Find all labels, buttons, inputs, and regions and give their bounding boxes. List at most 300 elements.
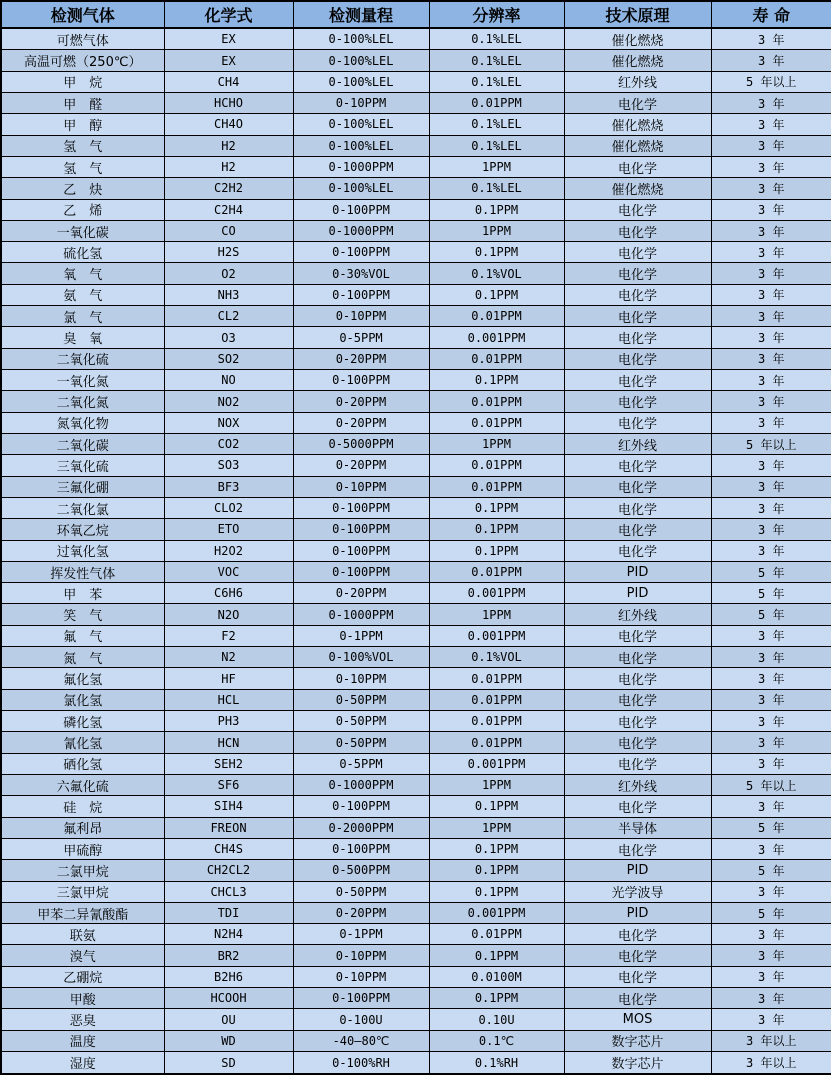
cell-formula: SIH4	[164, 796, 293, 817]
cell-formula: H2	[164, 135, 293, 156]
cell-formula: EX	[164, 28, 293, 50]
cell-resolution: 0.1PPM	[429, 519, 564, 540]
table-row	[1, 689, 831, 710]
cell-gas: 甲酸	[1, 988, 164, 1009]
cell-lifespan: 3 年	[711, 114, 831, 135]
table-row	[1, 242, 831, 263]
cell-range: 0-5000PPM	[293, 433, 429, 454]
cell-resolution: 0.1PPM	[429, 945, 564, 966]
cell-gas: 三氧化硫	[1, 455, 164, 476]
cell-resolution: 0.01PPM	[429, 711, 564, 732]
table-row	[1, 220, 831, 241]
cell-principle: 电化学	[564, 796, 711, 817]
cell-lifespan: 3 年	[711, 732, 831, 753]
cell-formula: SF6	[164, 774, 293, 795]
cell-principle: 催化燃烧	[564, 50, 711, 71]
cell-lifespan: 3 年	[711, 28, 831, 50]
cell-lifespan: 3 年	[711, 306, 831, 327]
table-row	[1, 348, 831, 369]
cell-principle: 电化学	[564, 306, 711, 327]
cell-gas: 氮氧化物	[1, 412, 164, 433]
cell-resolution: 0.1PPM	[429, 860, 564, 881]
cell-principle: 电化学	[564, 838, 711, 859]
cell-lifespan: 5 年以上	[711, 71, 831, 92]
cell-range: 0-10PPM	[293, 945, 429, 966]
table-row	[1, 391, 831, 412]
cell-principle: 电化学	[564, 625, 711, 646]
cell-principle: 半导体	[564, 817, 711, 838]
cell-lifespan: 3 年	[711, 284, 831, 305]
cell-resolution: 0.001PPM	[429, 902, 564, 923]
cell-lifespan: 3 年	[711, 391, 831, 412]
cell-resolution: 0.1PPM	[429, 199, 564, 220]
cell-lifespan: 3 年	[711, 881, 831, 902]
cell-formula: HCN	[164, 732, 293, 753]
cell-lifespan: 5 年	[711, 561, 831, 582]
cell-lifespan: 3 年以上	[711, 1052, 831, 1074]
table-row	[1, 135, 831, 156]
cell-lifespan: 3 年	[711, 1009, 831, 1030]
cell-range: 0-100%LEL	[293, 50, 429, 71]
cell-formula: SO2	[164, 348, 293, 369]
cell-lifespan: 5 年	[711, 902, 831, 923]
cell-formula: FREON	[164, 817, 293, 838]
cell-principle: 电化学	[564, 412, 711, 433]
cell-lifespan: 3 年	[711, 412, 831, 433]
cell-principle: 电化学	[564, 540, 711, 561]
cell-formula: CH4S	[164, 838, 293, 859]
column-header-lifespan: 寿 命	[711, 1, 831, 28]
cell-resolution: 0.01PPM	[429, 732, 564, 753]
cell-gas: 一氧化碳	[1, 220, 164, 241]
cell-gas: 三氯甲烷	[1, 881, 164, 902]
cell-formula: C2H2	[164, 178, 293, 199]
cell-lifespan: 3 年	[711, 92, 831, 113]
header-row	[1, 1, 831, 28]
cell-resolution: 1PPM	[429, 433, 564, 454]
cell-gas: 甲苯二异氰酸酯	[1, 902, 164, 923]
cell-principle: PID	[564, 860, 711, 881]
cell-gas: 环氧乙烷	[1, 519, 164, 540]
cell-lifespan: 3 年	[711, 156, 831, 177]
table-row	[1, 881, 831, 902]
cell-gas: 二氧化氯	[1, 497, 164, 518]
table-row	[1, 476, 831, 497]
table-row	[1, 263, 831, 284]
cell-range: 0-50PPM	[293, 732, 429, 753]
cell-lifespan: 5 年	[711, 817, 831, 838]
cell-gas: 氯化氢	[1, 689, 164, 710]
cell-range: 0-100%LEL	[293, 178, 429, 199]
cell-principle: 电化学	[564, 945, 711, 966]
cell-formula: N2H4	[164, 924, 293, 945]
cell-gas: 乙 烯	[1, 199, 164, 220]
cell-principle: 数字芯片	[564, 1052, 711, 1074]
cell-gas: 氰化氢	[1, 732, 164, 753]
cell-resolution: 0.001PPM	[429, 753, 564, 774]
cell-resolution: 0.1%LEL	[429, 71, 564, 92]
cell-range: 0-100PPM	[293, 838, 429, 859]
cell-gas: 二氧化硫	[1, 348, 164, 369]
cell-formula: CH4O	[164, 114, 293, 135]
cell-principle: 电化学	[564, 497, 711, 518]
cell-resolution: 0.1%VOL	[429, 647, 564, 668]
cell-lifespan: 3 年	[711, 988, 831, 1009]
cell-principle: 电化学	[564, 988, 711, 1009]
cell-resolution: 0.01PPM	[429, 561, 564, 582]
cell-resolution: 0.1%RH	[429, 1052, 564, 1074]
cell-gas: 二氧化碳	[1, 433, 164, 454]
table-row	[1, 966, 831, 987]
cell-formula: VOC	[164, 561, 293, 582]
cell-resolution: 0.01PPM	[429, 412, 564, 433]
cell-lifespan: 3 年	[711, 348, 831, 369]
cell-formula: H2	[164, 156, 293, 177]
cell-formula: BF3	[164, 476, 293, 497]
cell-range: 0-2000PPM	[293, 817, 429, 838]
cell-lifespan: 3 年	[711, 476, 831, 497]
cell-resolution: 0.1%LEL	[429, 114, 564, 135]
table-row	[1, 625, 831, 646]
cell-formula: ETO	[164, 519, 293, 540]
cell-range: 0-500PPM	[293, 860, 429, 881]
cell-gas: 氟 气	[1, 625, 164, 646]
table-row	[1, 284, 831, 305]
cell-principle: 电化学	[564, 668, 711, 689]
cell-gas: 挥发性气体	[1, 561, 164, 582]
cell-range: 0-100PPM	[293, 796, 429, 817]
table-row	[1, 817, 831, 838]
table-row	[1, 455, 831, 476]
cell-gas: 二氧化氮	[1, 391, 164, 412]
cell-gas: 氮 气	[1, 647, 164, 668]
cell-principle: 红外线	[564, 433, 711, 454]
cell-gas: 磷化氢	[1, 711, 164, 732]
cell-resolution: 0.1%VOL	[429, 263, 564, 284]
cell-range: 0-100PPM	[293, 497, 429, 518]
cell-formula: CO2	[164, 433, 293, 454]
cell-gas: 氟化氢	[1, 668, 164, 689]
table-row	[1, 1009, 831, 1030]
cell-resolution: 0.1℃	[429, 1030, 564, 1051]
cell-lifespan: 3 年	[711, 689, 831, 710]
cell-lifespan: 5 年	[711, 860, 831, 881]
cell-range: 0-20PPM	[293, 348, 429, 369]
cell-gas: 氯 气	[1, 306, 164, 327]
cell-lifespan: 3 年	[711, 625, 831, 646]
cell-range: 0-100%LEL	[293, 28, 429, 50]
cell-principle: 电化学	[564, 711, 711, 732]
cell-principle: 电化学	[564, 689, 711, 710]
cell-gas: 氧 气	[1, 263, 164, 284]
cell-range: 0-100PPM	[293, 284, 429, 305]
cell-resolution: 1PPM	[429, 220, 564, 241]
cell-range: 0-100%VOL	[293, 647, 429, 668]
table-row	[1, 433, 831, 454]
cell-principle: 电化学	[564, 263, 711, 284]
cell-principle: 电化学	[564, 92, 711, 113]
cell-principle: 催化燃烧	[564, 135, 711, 156]
cell-principle: 电化学	[564, 242, 711, 263]
cell-gas: 氢 气	[1, 156, 164, 177]
cell-range: 0-20PPM	[293, 412, 429, 433]
cell-gas: 甲 醇	[1, 114, 164, 135]
column-header-range: 检测量程	[293, 1, 429, 28]
table-row	[1, 796, 831, 817]
table-body	[1, 28, 831, 1074]
cell-gas: 恶臭	[1, 1009, 164, 1030]
table-row	[1, 838, 831, 859]
cell-principle: 电化学	[564, 476, 711, 497]
cell-lifespan: 5 年	[711, 604, 831, 625]
cell-range: 0-30%VOL	[293, 263, 429, 284]
cell-principle: 电化学	[564, 753, 711, 774]
cell-gas: 硒化氢	[1, 753, 164, 774]
cell-formula: CO	[164, 220, 293, 241]
cell-gas: 六氟化硫	[1, 774, 164, 795]
table-row	[1, 412, 831, 433]
cell-gas: 过氧化氢	[1, 540, 164, 561]
table-row	[1, 114, 831, 135]
cell-lifespan: 5 年	[711, 583, 831, 604]
table-row	[1, 732, 831, 753]
cell-formula: NO2	[164, 391, 293, 412]
cell-resolution: 0.1%LEL	[429, 135, 564, 156]
cell-lifespan: 3 年	[711, 220, 831, 241]
table-row	[1, 1030, 831, 1051]
cell-formula: NOX	[164, 412, 293, 433]
table-row	[1, 156, 831, 177]
cell-lifespan: 3 年	[711, 924, 831, 945]
cell-resolution: 0.01PPM	[429, 306, 564, 327]
cell-principle: PID	[564, 902, 711, 923]
cell-resolution: 0.1%LEL	[429, 178, 564, 199]
cell-formula: O3	[164, 327, 293, 348]
cell-principle: 催化燃烧	[564, 114, 711, 135]
cell-range: -40—80℃	[293, 1030, 429, 1051]
cell-formula: CL2	[164, 306, 293, 327]
cell-range: 0-20PPM	[293, 902, 429, 923]
cell-range: 0-20PPM	[293, 455, 429, 476]
cell-lifespan: 3 年	[711, 497, 831, 518]
cell-gas: 联氨	[1, 924, 164, 945]
cell-formula: C6H6	[164, 583, 293, 604]
table-row	[1, 668, 831, 689]
cell-principle: PID	[564, 583, 711, 604]
cell-formula: O2	[164, 263, 293, 284]
cell-lifespan: 3 年以上	[711, 1030, 831, 1051]
cell-principle: 电化学	[564, 327, 711, 348]
cell-principle: PID	[564, 561, 711, 582]
cell-range: 0-100PPM	[293, 561, 429, 582]
cell-range: 0-1000PPM	[293, 604, 429, 625]
cell-resolution: 0.10U	[429, 1009, 564, 1030]
cell-gas: 湿度	[1, 1052, 164, 1074]
cell-range: 0-10PPM	[293, 668, 429, 689]
table-row	[1, 753, 831, 774]
cell-formula: EX	[164, 50, 293, 71]
cell-gas: 温度	[1, 1030, 164, 1051]
cell-formula: HCOOH	[164, 988, 293, 1009]
cell-range: 0-100PPM	[293, 199, 429, 220]
cell-resolution: 0.1%LEL	[429, 50, 564, 71]
cell-lifespan: 3 年	[711, 370, 831, 391]
cell-gas: 甲 醛	[1, 92, 164, 113]
cell-principle: 电化学	[564, 348, 711, 369]
cell-principle: 电化学	[564, 519, 711, 540]
cell-range: 0-100PPM	[293, 242, 429, 263]
cell-formula: B2H6	[164, 966, 293, 987]
cell-gas: 臭 氧	[1, 327, 164, 348]
cell-lifespan: 3 年	[711, 199, 831, 220]
cell-principle: 红外线	[564, 774, 711, 795]
cell-formula: HCL	[164, 689, 293, 710]
column-header-principle: 技术原理	[564, 1, 711, 28]
table-row	[1, 370, 831, 391]
cell-gas: 甲 苯	[1, 583, 164, 604]
cell-principle: 红外线	[564, 71, 711, 92]
cell-resolution: 0.1PPM	[429, 497, 564, 518]
table-row	[1, 604, 831, 625]
cell-range: 0-100PPM	[293, 370, 429, 391]
cell-formula: SEH2	[164, 753, 293, 774]
cell-formula: N2O	[164, 604, 293, 625]
cell-resolution: 0.001PPM	[429, 583, 564, 604]
cell-formula: N2	[164, 647, 293, 668]
cell-principle: 电化学	[564, 966, 711, 987]
cell-resolution: 0.01PPM	[429, 689, 564, 710]
table-row	[1, 774, 831, 795]
cell-principle: 催化燃烧	[564, 28, 711, 50]
cell-range: 0-1PPM	[293, 625, 429, 646]
table-row	[1, 92, 831, 113]
cell-resolution: 0.001PPM	[429, 327, 564, 348]
cell-range: 0-100PPM	[293, 519, 429, 540]
cell-range: 0-1000PPM	[293, 220, 429, 241]
cell-formula: TDI	[164, 902, 293, 923]
cell-lifespan: 3 年	[711, 711, 831, 732]
cell-principle: 电化学	[564, 455, 711, 476]
cell-resolution: 1PPM	[429, 774, 564, 795]
cell-resolution: 0.0100M	[429, 966, 564, 987]
cell-resolution: 0.01PPM	[429, 391, 564, 412]
cell-range: 0-100%RH	[293, 1052, 429, 1074]
cell-range: 0-100%LEL	[293, 135, 429, 156]
cell-range: 0-1000PPM	[293, 156, 429, 177]
cell-range: 0-20PPM	[293, 391, 429, 412]
cell-resolution: 1PPM	[429, 604, 564, 625]
cell-formula: WD	[164, 1030, 293, 1051]
table-row	[1, 647, 831, 668]
cell-resolution: 0.01PPM	[429, 455, 564, 476]
cell-principle: 催化燃烧	[564, 178, 711, 199]
cell-gas: 乙 炔	[1, 178, 164, 199]
table-row	[1, 199, 831, 220]
cell-gas: 甲硫醇	[1, 838, 164, 859]
cell-lifespan: 5 年以上	[711, 774, 831, 795]
cell-formula: OU	[164, 1009, 293, 1030]
table-row	[1, 924, 831, 945]
cell-principle: 电化学	[564, 647, 711, 668]
table-row	[1, 50, 831, 71]
cell-gas: 硫化氢	[1, 242, 164, 263]
column-header-gas: 检测气体	[1, 1, 164, 28]
table-row	[1, 327, 831, 348]
cell-principle: 电化学	[564, 732, 711, 753]
cell-gas: 一氧化氮	[1, 370, 164, 391]
cell-formula: H2O2	[164, 540, 293, 561]
cell-resolution: 0.1PPM	[429, 988, 564, 1009]
cell-principle: 数字芯片	[564, 1030, 711, 1051]
cell-principle: 电化学	[564, 156, 711, 177]
cell-range: 0-5PPM	[293, 753, 429, 774]
cell-resolution: 0.1PPM	[429, 838, 564, 859]
cell-lifespan: 3 年	[711, 263, 831, 284]
cell-gas: 三氟化硼	[1, 476, 164, 497]
cell-principle: 光学波导	[564, 881, 711, 902]
table-row	[1, 860, 831, 881]
cell-lifespan: 3 年	[711, 178, 831, 199]
cell-range: 0-10PPM	[293, 476, 429, 497]
cell-range: 0-10PPM	[293, 966, 429, 987]
table-header	[1, 1, 831, 28]
cell-gas: 可燃气体	[1, 28, 164, 50]
cell-formula: SD	[164, 1052, 293, 1074]
cell-lifespan: 3 年	[711, 327, 831, 348]
cell-resolution: 0.01PPM	[429, 476, 564, 497]
cell-resolution: 0.1%LEL	[429, 28, 564, 50]
cell-range: 0-10PPM	[293, 92, 429, 113]
cell-resolution: 0.01PPM	[429, 92, 564, 113]
cell-resolution: 0.1PPM	[429, 540, 564, 561]
cell-principle: MOS	[564, 1009, 711, 1030]
cell-principle: 红外线	[564, 604, 711, 625]
table-row	[1, 540, 831, 561]
cell-resolution: 1PPM	[429, 156, 564, 177]
cell-lifespan: 3 年	[711, 945, 831, 966]
cell-range: 0-1PPM	[293, 924, 429, 945]
cell-resolution: 0.01PPM	[429, 924, 564, 945]
cell-formula: F2	[164, 625, 293, 646]
cell-principle: 电化学	[564, 391, 711, 412]
table-row	[1, 902, 831, 923]
column-header-resolution: 分辨率	[429, 1, 564, 28]
cell-resolution: 0.001PPM	[429, 625, 564, 646]
cell-principle: 电化学	[564, 220, 711, 241]
cell-formula: C2H4	[164, 199, 293, 220]
cell-lifespan: 3 年	[711, 647, 831, 668]
cell-range: 0-50PPM	[293, 881, 429, 902]
cell-resolution: 0.01PPM	[429, 668, 564, 689]
cell-gas: 硅 烷	[1, 796, 164, 817]
cell-formula: NO	[164, 370, 293, 391]
cell-resolution: 0.1PPM	[429, 881, 564, 902]
cell-resolution: 0.01PPM	[429, 348, 564, 369]
cell-formula: NH3	[164, 284, 293, 305]
cell-lifespan: 5 年以上	[711, 433, 831, 454]
cell-gas: 二氯甲烷	[1, 860, 164, 881]
cell-gas: 高温可燃（250℃）	[1, 50, 164, 71]
cell-resolution: 0.1PPM	[429, 370, 564, 391]
table-row	[1, 988, 831, 1009]
table-row	[1, 178, 831, 199]
cell-resolution: 1PPM	[429, 817, 564, 838]
cell-formula: PH3	[164, 711, 293, 732]
table-row	[1, 945, 831, 966]
cell-principle: 电化学	[564, 199, 711, 220]
cell-gas: 氨 气	[1, 284, 164, 305]
cell-formula: SO3	[164, 455, 293, 476]
